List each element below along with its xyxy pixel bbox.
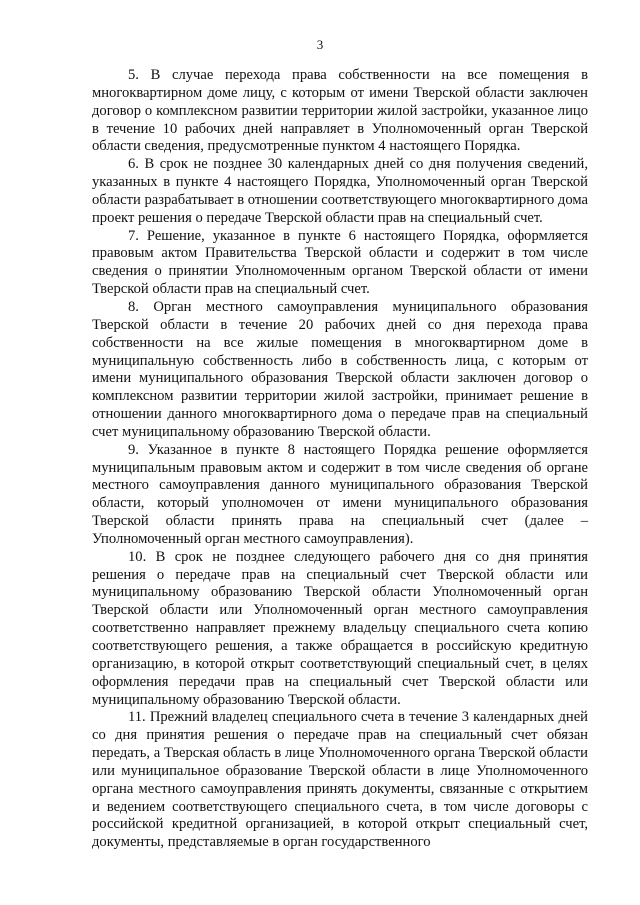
paragraph-11: 11. Прежний владелец специального счета в течение 3 календарных дней со дня принятия решения о передаче прав на специальный счет обязан передать, а Тверская область в лице Уполномоченного органа Тверской области или муниципальное образование Тверской области в лице Уполномоченного органа местного самоуправления принять документы, связанные с открытием и ведением соответствующего специального счета, в том числе договоры с российской кредитной организацией, в которой открыт специальный счет, документы, представляемые в орган государственного [92,709,588,851]
paragraph-10: 10. В срок не позднее следующего рабочего дня со дня принятия решения о передаче прав на специальный счет Тверской области или муниципальному образованию Тверской области Уполномоченный орган Тверской области или Уполномоченный орган местного самоуправления соответственно направляет прежнему владельцу специального счета копию соответствующего решения, а также обращается в российскую кредитную организацию, в которой открыт соответствующий специальный счет, в целях оформления передачи прав на специальный счет Тверской области или муниципальному образованию Тверской области. [92,548,588,708]
paragraph-6: 6. В срок не позднее 30 календарных дней со дня получения сведений, указанных в пункте 4 настоящего Порядка, Уполномоченный орган Тверской области разрабатывает в отношении соответствующего многоквартирного дома проект решения о передаче Тверской области прав на специальный счет. [92,156,588,226]
document-body [92,67,588,852]
paragraph-5: 5. В случае перехода права собственности на все помещения в многоквартирном доме лицу, с которым от имени Тверской области заключен договор о комплексном развитии территории жилой застройки, указанное лицо в течение 10 рабочих дней направляет в Уполномоченный орган Тверской области сведения, предусмотренные пунктом 4 настоящего Порядка. [92,67,588,155]
paragraph-8: 8. Орган местного самоуправления муниципального образования Тверской области в течение 20 рабочих дней со дня перехода права собственности на все жилые помещения в многоквартирном доме в муниципальную собственность либо в собственность лица, с которым от имени муниципального образования Тверской области заключен договор о комплексном развитии территории жилой застройки, принимает решение в отношении данного многоквартирного дома о передаче прав на специальный счет муниципальному образованию Тверской области. [92,298,588,440]
paragraph-7: 7. Решение, указанное в пункте 6 настоящего Порядка, оформляется правовым актом Правительства Тверской области и содержит в том числе сведения о принятии Уполномоченным органом Тверской области от имени Тверской области прав на специальный счет. [92,227,588,298]
paragraph-9: 9. Указанное в пункте 8 настоящего Порядка решение оформляется муниципальным правовым актом и содержит в том числе сведения об органе местного самоуправления данного муниципального образования Тверской области, который уполномочен от имени муниципального образования Тверской области принять права на специальный счет (далее – Уполномоченный орган местного самоуправления). [92,441,588,547]
page-number: 3 [316,37,324,52]
